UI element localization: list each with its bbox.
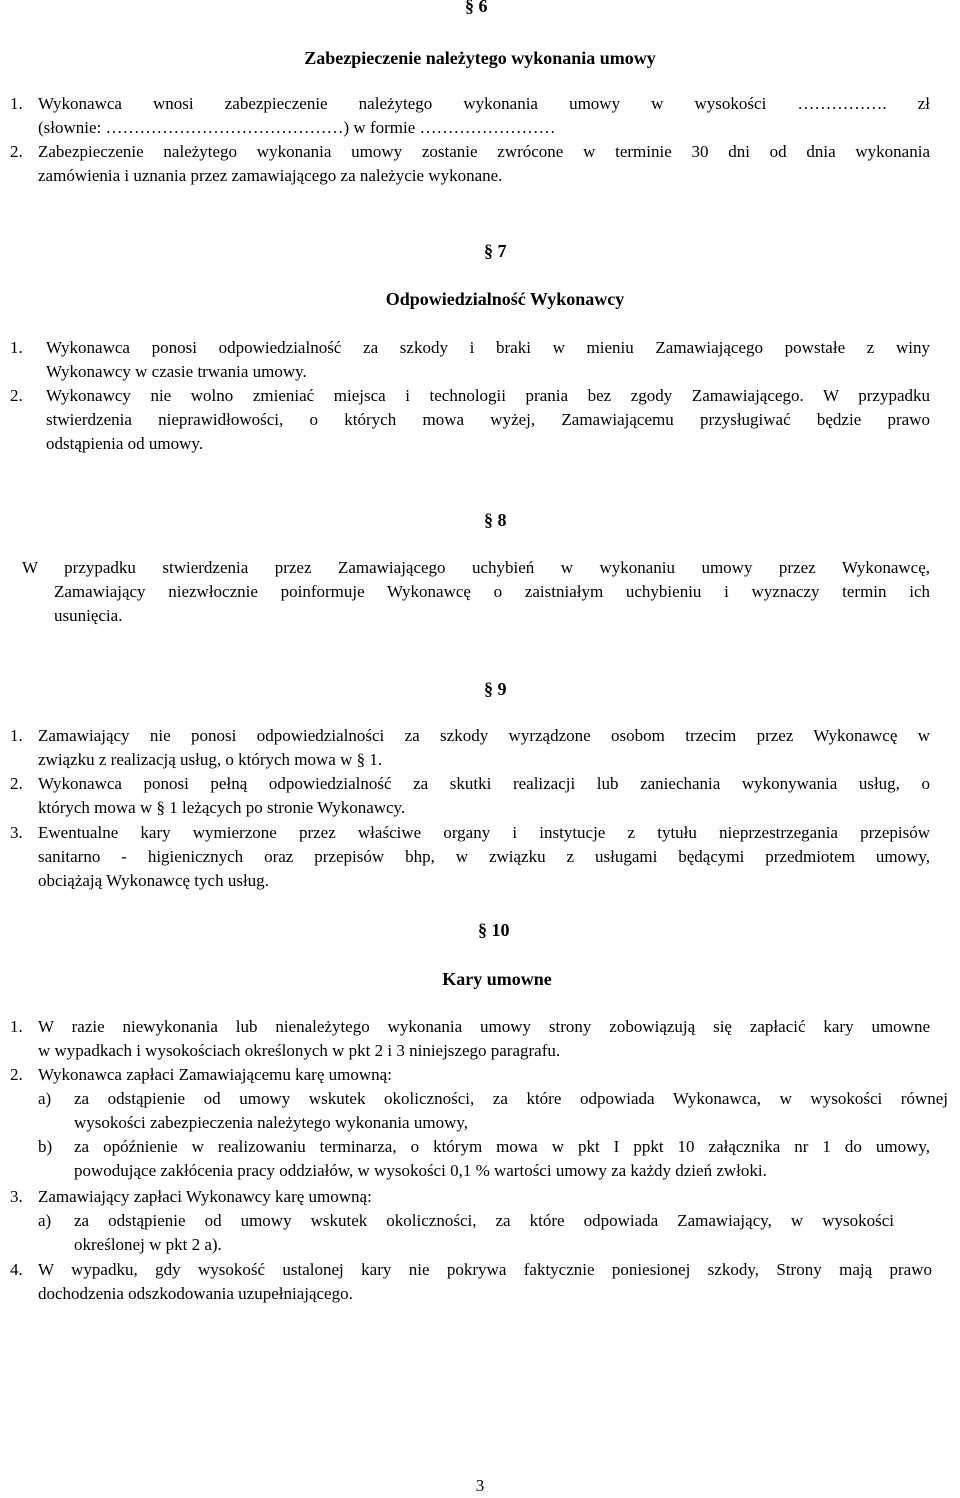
subitem-label: a) [38, 1089, 52, 1108]
item-line: W wypadku, gdy wysokość ustalonej kary nie pokrywa faktycznie poniesionej szkody, Strony mają prawo [38, 1260, 932, 1279]
item-line: W razie niewykonania lub nienależytego wykonania umowy strony zobowiązują się zapłacić kary umowne [38, 1017, 930, 1036]
item-line: Wykonawca ponosi odpowiedzialność za szkody i braki w mieniu Zamawiającego powstałe z winy [46, 338, 930, 357]
item-line: (słownie: ……………………………………) w formie …………………… [38, 118, 556, 137]
item-line: których mowa w § 1 leżących po stronie Wykonawcy. [38, 798, 406, 817]
subitem-line: za odstąpienie od umowy wskutek okoliczności, za które odpowiada Zamawiający, w wysokości [74, 1211, 894, 1230]
paragraph-line: usunięcia. [54, 606, 123, 625]
page-number: 3 [475, 1476, 485, 1495]
item-line: Wykonawcy nie wolno zmieniać miejsca i technologii prania bez zgody Zamawiającego. W przypadku [46, 386, 930, 405]
item-line: w wypadkach i wysokościach określonych w pkt 2 i 3 niniejszego paragrafu. [38, 1041, 561, 1060]
item-line: dochodzenia odszkodowania uzupełniającego. [38, 1284, 353, 1303]
item-line: Zamawiający zapłaci Wykonawcy karę umowną: [38, 1187, 372, 1206]
item-number: 1. [10, 1017, 23, 1036]
item-line: odstąpienia od umowy. [46, 434, 204, 453]
item-number: 2. [10, 386, 23, 405]
subitem-line: za opóźnienie w realizowaniu terminarza, o którym mowa w pkt I ppkt 10 załącznika nr 1 do umowy, [74, 1137, 930, 1156]
item-number: 2. [10, 142, 23, 161]
item-line: Wykonawca wnosi zabezpieczenie należytego wykonania umowy w wysokości ……………. zł [38, 94, 930, 113]
item-number: 1. [10, 726, 23, 745]
section-7-number: § 7 [484, 241, 507, 261]
section-8-number: § 8 [484, 510, 507, 530]
subitem-label: b) [38, 1137, 53, 1156]
item-line: sanitarno - higienicznych oraz przepisów bhp, w związku z usługami będącymi przedmiotem umowy, [38, 847, 930, 866]
item-number: 2. [10, 1065, 23, 1084]
paragraph-line: Zamawiający niezwłocznie poinformuje Wykonawcę o zaistniałym uchybieniu i wyznaczy termin ich [54, 582, 930, 601]
item-number: 1. [10, 338, 23, 357]
item-line: stwierdzenia nieprawidłowości, o których mowa wyżej, Zamawiającemu przysługiwać będzie prawo [46, 410, 930, 429]
item-line: obciążają Wykonawcę tych usług. [38, 871, 269, 890]
item-number: 3. [10, 1187, 23, 1206]
item-number: 3. [10, 823, 23, 842]
item-line: Zabezpieczenie należytego wykonania umowy zostanie zwrócone w terminie 30 dni od dnia wykonania [38, 142, 930, 161]
section-10-number: § 10 [478, 920, 510, 940]
section-7-title: Odpowiedzialność Wykonawcy [385, 289, 625, 309]
paragraph-line: W przypadku stwierdzenia przez Zamawiającego uchybień w wykonaniu umowy przez Wykonawcę, [22, 558, 930, 577]
subitem-line: określonej w pkt 2 a). [74, 1235, 222, 1254]
item-line: Wykonawcy w czasie trwania umowy. [46, 362, 307, 381]
section-6-number: § 6 [465, 0, 488, 16]
section-9-number: § 9 [484, 679, 507, 699]
item-line: Zamawiający nie ponosi odpowiedzialności za szkody wyrządzone osobom trzecim przez Wykonawcę w [38, 726, 930, 745]
section-10-title: Kary umowne [442, 969, 552, 989]
subitem-line: powodujące zakłócenia pracy oddziałów, w wysokości 0,1 % wartości umowy za każdy dzień zwłoki. [74, 1161, 767, 1180]
item-line: zamówienia i uznania przez zamawiającego za należycie wykonane. [38, 166, 503, 185]
item-number: 4. [10, 1260, 23, 1279]
item-line: Wykonawca ponosi pełną odpowiedzialność za skutki realizacji lub zaniechania wykonywania usług, o [38, 774, 930, 793]
item-number: 1. [10, 94, 23, 113]
item-line: związku z realizacją usług, o których mowa w § 1. [38, 750, 383, 769]
item-number: 2. [10, 774, 23, 793]
subitem-line: za odstąpienie od umowy wskutek okoliczności, za które odpowiada Wykonawca, w wysokości równej [74, 1089, 948, 1108]
section-6-title: Zabezpieczenie należytego wykonania umowy [304, 48, 656, 68]
item-line: Wykonawca zapłaci Zamawiającemu karę umowną: [38, 1065, 392, 1084]
subitem-line: wysokości zabezpieczenia należytego wykonania umowy, [74, 1113, 468, 1132]
subitem-label: a) [38, 1211, 52, 1230]
item-line: Ewentualne kary wymierzone przez właściwe organy i instytucje z tytułu nieprzestrzegania przepisów [38, 823, 930, 842]
